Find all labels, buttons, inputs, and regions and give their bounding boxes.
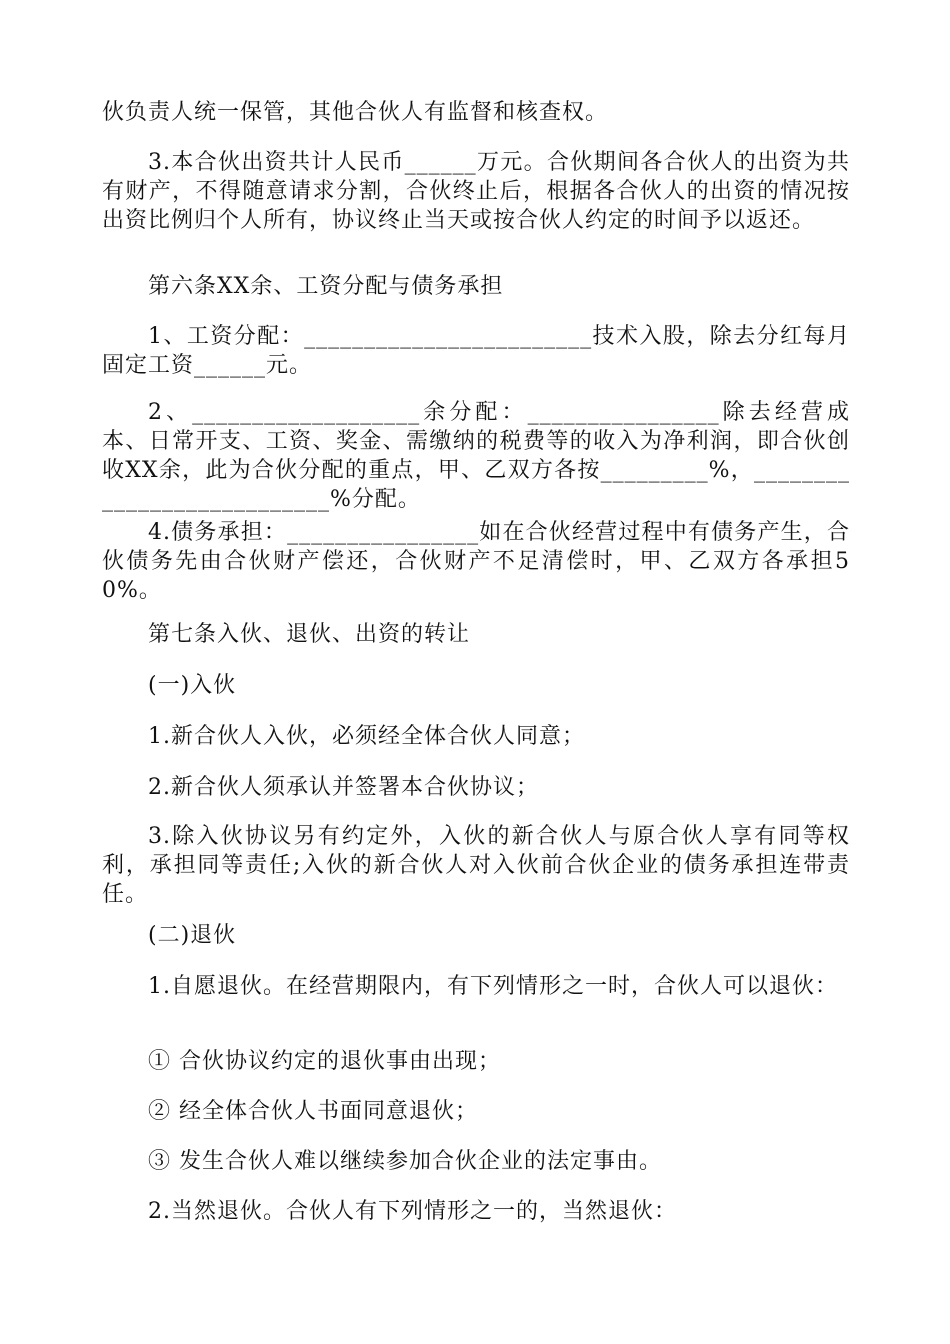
paragraph-continuation: 伙负责人统一保管，其他合伙人有监督和核查权。 [102, 100, 609, 125]
paragraph-profit-distribution: 2、___________________余分配：________________除去经营成本、日常开支、工资、奖金、需缴纳的税费等的收入为净利润，即合伙创收XX余，此为合伙分配的重点，甲、乙双方各按_________%，___________________________%分配。 [102, 400, 850, 512]
list-item-joining-1: 1.新合伙人入伙，必须经全体合伙人同意； [148, 724, 585, 749]
list-item-voluntary-withdrawal: 1.自愿退伙。在经营期限内，有下列情形之一时，合伙人可以退伙： [148, 974, 838, 999]
list-item-circle-3: ③ 发生合伙人难以继续参加合伙企业的法定事由。 [148, 1149, 662, 1174]
heading-article-six: 第六条XX余、工资分配与债务承担 [148, 274, 504, 299]
list-item-joining-2: 2.新合伙人须承认并签署本合伙协议； [148, 775, 539, 800]
list-item-circle-1: ① 合伙协议约定的退伙事由出现； [148, 1049, 501, 1074]
paragraph-capital-contribution: 3.本合伙出资共计人民币______万元。合伙期间各合伙人的出资为共有财产，不得随意请求分割，合伙终止后，根据各合伙人的出资的情况按出资比例归个人所有，协议终止当天或按合伙人约定的时间予以返还。 [102, 150, 850, 233]
list-item-circle-2: ② 经全体合伙人书面同意退伙； [148, 1099, 478, 1124]
subheading-joining: (一)入伙 [148, 673, 237, 698]
list-item-joining-3: 3.除入伙协议另有约定外，入伙的新合伙人与原合伙人享有同等权利，承担同等责任;入伙的新合伙人对入伙前合伙企业的债务承担连带责任。 [102, 824, 850, 907]
heading-article-seven: 第七条入伙、退伙、出资的转让 [148, 622, 471, 647]
subheading-withdrawal: (二)退伙 [148, 923, 237, 948]
paragraph-debt-bearing: 4.债务承担：________________如在合伙经营过程中有债务产生，合伙债务先由合伙财产偿还，合伙财产不足清偿时，甲、乙双方各承担50%。 [102, 520, 850, 603]
paragraph-salary-distribution: 1、工资分配：________________________技术入股，除去分红每月固定工资______元。 [102, 324, 850, 378]
list-item-automatic-withdrawal: 2.当然退伙。合伙人有下列情形之一的，当然退伙： [148, 1199, 677, 1224]
